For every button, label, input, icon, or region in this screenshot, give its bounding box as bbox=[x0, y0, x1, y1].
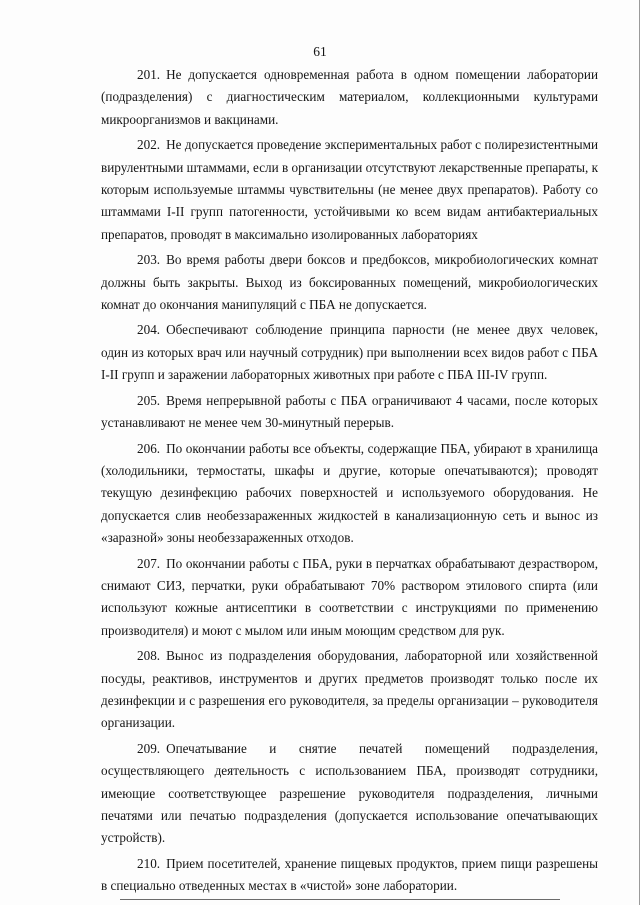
paragraph-number: 208. bbox=[137, 648, 161, 664]
paragraph-number: 205. bbox=[137, 392, 161, 408]
paragraph-203 bbox=[101, 249, 598, 316]
paragraph-208 bbox=[101, 645, 598, 735]
paragraph-202 bbox=[101, 134, 598, 246]
paragraph-text: Обеспечивают соблюдение принципа парности (не менее двух человек, один из которых врач или научный сотрудник) при выполнении всех видов работ с ПБА I-II групп и заражении лабораторных животных при работе с ПБА III-IV групп. bbox=[101, 322, 598, 383]
paragraph-number: 201. bbox=[137, 67, 161, 82]
paragraph-text: Опечатывание и снятие печатей помещений подразделения, осуществляющего деятельность с использованием ПБА, производят сотрудники, имеющие соответствующее разрешение руководителя подразделения, личными печатями или печатью подразделения (допускается использование опечатывающих устройств). bbox=[101, 740, 598, 846]
paragraph-number: 206. bbox=[137, 440, 161, 456]
paragraph-text: По окончании работы все объекты, содержащие ПБА, убирают в хранилища (холодильники, термостаты, шкафы и другие, которые опечатываются); проводят текущую дезинфекцию рабочих поверхностей и используемого оборудования. Не допускается слив необеззараженных жидкостей в канализационную сеть и вынос из «заразной» зоны необеззараженных отходов. bbox=[101, 440, 598, 546]
paragraph-text: Вынос из подразделения оборудования, лабораторной или хозяйственной посуды, реактивов, инструментов и других предметов производят только после их дезинфекции и с разрешения его руководителя, за пределы организации – руководителя организации. bbox=[101, 648, 598, 731]
paragraph-number: 204. bbox=[137, 322, 161, 338]
paragraph-text: Время непрерывной работы с ПБА ограничивают 4 часами, после которых устанавливают не менее чем 30-минутный перерыв. bbox=[101, 392, 598, 431]
paragraph-text: Не допускается проведение экспериментальных работ с полирезистентными вирулентными штаммами, если в организации отсутствуют лекарственные препараты, к которым используемые штаммы чувствительны (не менее двух препаратов). Работу со штаммами I-II групп патогенности, устойчивыми ко всем видам антибактериальных препаратов, проводят в максимально изолированных лабораториях bbox=[101, 137, 598, 242]
document-body bbox=[101, 64, 598, 901]
paragraph-205 bbox=[101, 390, 598, 435]
paragraph-207 bbox=[101, 553, 598, 643]
bottom-scan-edge bbox=[120, 899, 560, 900]
page-number: 61 bbox=[313, 44, 327, 59]
paragraph-text: Не допускается одновременная работа в одном помещении лаборатории (подразделения) с диагностическим материалом, коллекционными культурами микроорганизмов и вакцинами. bbox=[101, 67, 598, 127]
paragraph-text: По окончании работы с ПБА, руки в перчатках обрабатывают дезраствором, снимают СИЗ, перчатки, руки обрабатывают 70% раствором этилового спирта (или используют кожные антисептики в соответствии с инструкциями по применению производителя) и моют с мылом или иным моющим средством для рук. bbox=[101, 555, 598, 638]
paragraph-201 bbox=[101, 64, 598, 131]
paragraph-number: 202. bbox=[137, 137, 161, 153]
paragraph-number: 210. bbox=[137, 855, 161, 871]
paragraph-number: 207. bbox=[137, 555, 161, 571]
paragraph-209 bbox=[101, 738, 598, 850]
paragraph-number: 209. bbox=[137, 740, 161, 756]
paragraph-text: Во время работы двери боксов и предбоксов, микробиологических комнат должны быть закрыты. Выход из боксированных помещений, микробиологических комнат до окончания манипуляций с ПБА не допускается. bbox=[101, 252, 598, 313]
paragraph-204 bbox=[101, 319, 598, 386]
paragraph-210 bbox=[101, 853, 598, 898]
paragraph-206 bbox=[101, 438, 598, 550]
paragraph-text: Прием посетителей, хранение пищевых продуктов, прием пищи разрешены в специально отведенных местах в «чистой» зоне лаборатории. bbox=[101, 855, 598, 894]
paragraph-number: 203. bbox=[137, 252, 161, 268]
